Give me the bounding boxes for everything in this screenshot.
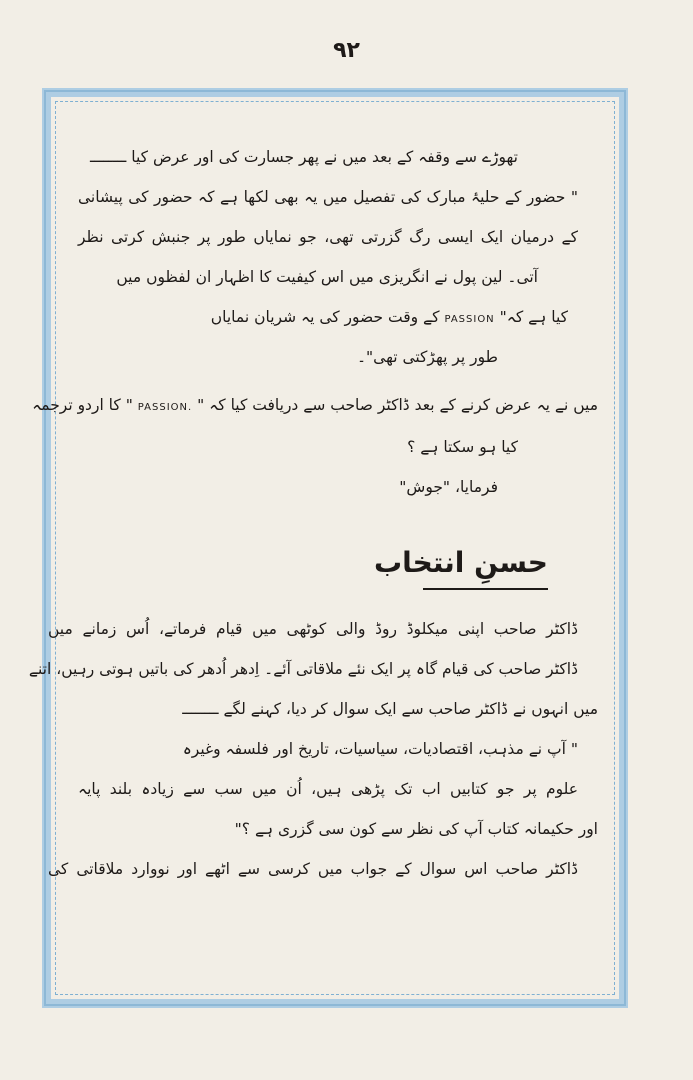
text-line: کے درمیان ایک ایسی رگ گزرتی تھی، جو نمایاں طور پر جنبش کرتی نظر bbox=[78, 228, 578, 246]
text-line: " حضور کے حلیۂ مبارک کی تفصیل میں یہ بھی لکھا ہے کہ حضور کی پیشانی bbox=[78, 188, 578, 206]
heading-underline bbox=[423, 588, 548, 590]
text-line: فرمایا، "جوش" bbox=[399, 478, 498, 496]
text-line: علوم پر جو کتابیں اب تک پڑھی ہیں، اُن میں سب سے زیادہ بلند پایہ bbox=[78, 780, 578, 798]
text-line: ڈاکٹر صاحب کی قیام گاہ پر ایک نئے ملاقاتی آئے۔ اِدھر اُدھر کی باتیں ہوتی رہیں، اتنے bbox=[28, 660, 578, 678]
text-segment: میں نے یہ عرض کرنے کے بعد ڈاکٹر صاحب سے دریافت کیا کہ " bbox=[197, 396, 598, 414]
latin-word: PASSION bbox=[444, 314, 495, 325]
text-line: ڈاکٹر صاحب اپنی میکلوڈ روڈ والی کوٹھی میں قیام فرماتے، اُس زمانے میں bbox=[48, 620, 578, 638]
latin-word: PASSION. bbox=[137, 402, 193, 413]
text-line: تھوڑے سے وقفہ کے بعد میں نے پھر جسارت کی اور عرض کیا ــــــــ bbox=[90, 148, 518, 166]
text-line: میں انہوں نے ڈاکٹر صاحب سے ایک سوال کر دیا، کہنے لگے ــــــــ bbox=[182, 700, 598, 718]
text-line: طور پر پھڑکتی تھی"۔ bbox=[356, 348, 498, 366]
text-line: کیا ہو سکتا ہے ؟ bbox=[407, 438, 518, 456]
text-segment: کے وقت حضور کی یہ شریان نمایاں bbox=[210, 308, 440, 326]
page-number: ۹۲ bbox=[333, 38, 360, 63]
section-heading: حسنِ انتخاب bbox=[374, 546, 548, 579]
text-line: " آپ نے مذہب، اقتصادیات، سیاسیات، تاریخ اور فلسفہ وغیرہ bbox=[182, 740, 578, 758]
text-segment: کیا ہے کہ" bbox=[499, 308, 568, 326]
text-line bbox=[211, 308, 568, 327]
text-line: آتی۔ لین پول نے انگریزی میں اس کیفیت کا اظہار ان لفظوں میں bbox=[116, 268, 538, 286]
text-line: اور حکیمانہ کتاب آپ کی نظر سے کون سی گزری ہے ؟" bbox=[234, 820, 598, 838]
text-line bbox=[32, 396, 598, 415]
text-line: ڈاکٹر صاحب اس سوال کے جواب میں کرسی سے اٹھے اور نووارد ملاقاتی کی bbox=[48, 860, 578, 878]
text-segment: " کا اردو ترجمہ bbox=[32, 396, 133, 414]
